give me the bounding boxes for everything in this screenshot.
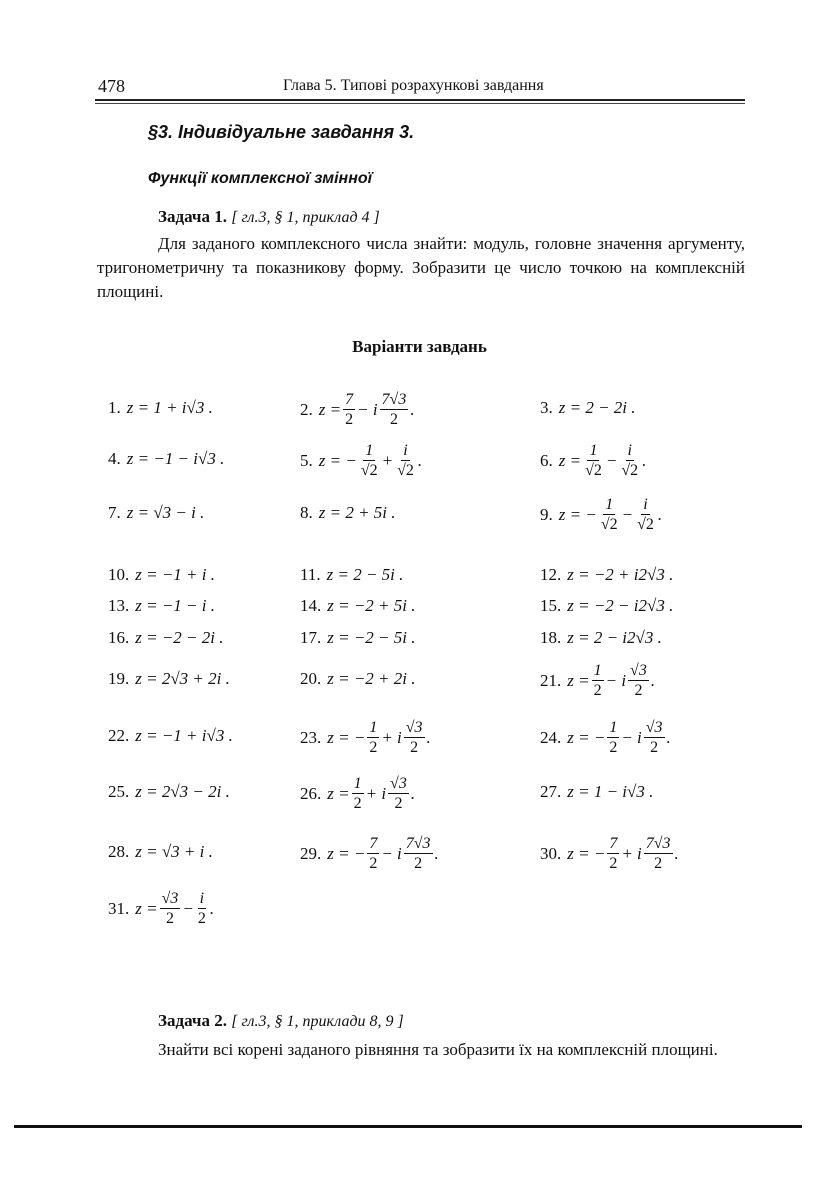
fraction-denominator: 2 — [345, 411, 354, 428]
formula-text: − — [605, 450, 618, 470]
fraction — [395, 441, 416, 480]
fraction — [644, 834, 673, 873]
fraction — [628, 661, 649, 700]
fraction — [380, 390, 409, 429]
fraction-numerator: 7 — [345, 391, 354, 408]
formula-text: z = — [327, 783, 350, 803]
formula-text: z = −1 + i . — [135, 565, 216, 584]
fraction-denominator: 2 — [394, 795, 403, 812]
fraction-denominator: 2 — [369, 855, 378, 872]
fraction-denominator: 2 — [609, 739, 618, 756]
fraction-denominator: 2 — [353, 795, 362, 812]
variant-item — [540, 596, 673, 616]
variant-number: 6. — [540, 450, 553, 470]
formula-text: z = 1 − i√3 . — [567, 782, 654, 801]
variant-number: 9. — [540, 504, 553, 524]
formula-text: z = −1 − i . — [135, 596, 216, 615]
formula-text: z = − — [558, 504, 597, 524]
variant-number: 28. — [108, 842, 130, 861]
formula-text: . — [642, 450, 647, 470]
page-number: 478 — [98, 76, 125, 96]
variant-item — [540, 398, 636, 418]
variant-number: 26. — [300, 783, 322, 803]
formula-text: . — [426, 727, 431, 747]
formula-text: z = — [558, 450, 582, 470]
variant-item — [300, 774, 415, 813]
variant-number: 13. — [108, 596, 130, 615]
fraction-denominator: 2 — [389, 411, 398, 428]
formula-text: z = 2√3 − 2i . — [135, 782, 230, 801]
variant-item — [540, 441, 646, 480]
section-title: §3. Індивідуальне завдання 3. — [148, 122, 415, 142]
fraction-numerator: √3 — [630, 662, 647, 679]
formula-text: . — [674, 843, 679, 863]
formula-text: z = −1 − i√3 . — [126, 449, 225, 468]
formula-text: z = √3 + i . — [135, 842, 213, 861]
subsection-title: Функції комплексної змінної — [148, 170, 373, 187]
variant-item — [540, 834, 679, 873]
fraction — [160, 889, 181, 928]
fraction-denominator: 2 — [609, 855, 618, 872]
formula-text: . — [410, 399, 415, 419]
fraction — [367, 834, 379, 873]
formula-text: − i — [381, 843, 402, 863]
formula-text: − — [621, 504, 634, 524]
variant-number: 18. — [540, 628, 562, 647]
variant-number: 11. — [300, 565, 321, 584]
fraction — [607, 834, 619, 873]
variants-title: Варіанти завдань — [352, 337, 487, 356]
fraction-numerator: 1 — [365, 442, 374, 459]
fraction — [388, 774, 409, 813]
variant-item — [300, 390, 415, 429]
fraction-denominator: √2 — [397, 462, 414, 479]
fraction — [343, 390, 355, 429]
task2-reference: [ гл.3, § 1, приклади 8, 9 ] — [231, 1013, 404, 1030]
variant-number: 20. — [300, 669, 322, 688]
formula-text: z = − — [567, 727, 606, 747]
variant-number: 2. — [300, 399, 313, 419]
formula-text: z = 2 + 5i . — [318, 503, 396, 522]
footer-rule — [14, 1125, 802, 1128]
fraction — [635, 495, 656, 534]
variant-number: 29. — [300, 843, 322, 863]
formula-text: + — [381, 450, 394, 470]
fraction-numerator: i — [403, 442, 408, 459]
fraction — [404, 718, 425, 757]
formula-text: z = − — [327, 727, 366, 747]
fraction — [599, 495, 620, 534]
variant-item — [108, 596, 215, 616]
fraction-denominator: 2 — [414, 855, 423, 872]
variant-item — [540, 718, 671, 757]
variant-number: 10. — [108, 565, 130, 584]
task1-reference: [ гл.3, § 1, приклад 4 ] — [231, 209, 380, 226]
variant-item — [540, 495, 662, 534]
variant-number: 19. — [108, 669, 130, 688]
formula-text: . — [434, 843, 439, 863]
fraction-numerator: √3 — [390, 775, 407, 792]
formula-text: z = 1 + i√3 . — [126, 398, 213, 417]
fraction-numerator: 1 — [605, 496, 614, 513]
formula-text: − i — [621, 727, 642, 747]
formula-text: z = − — [567, 843, 606, 863]
fraction-numerator: 7√3 — [381, 391, 407, 408]
variant-item — [108, 842, 213, 862]
formula-text: z = — [567, 670, 590, 690]
formula-text: z = √3 − i . — [126, 503, 205, 522]
formula-text: + i — [365, 783, 387, 803]
task1-heading — [158, 207, 380, 227]
fraction — [367, 718, 379, 757]
variant-number: 25. — [108, 782, 130, 801]
formula-text: . — [666, 727, 671, 747]
fraction-numerator: √3 — [161, 890, 179, 907]
variant-item — [108, 503, 204, 523]
fraction-numerator: 7 — [369, 835, 378, 852]
variant-number: 5. — [300, 450, 313, 470]
variant-item — [108, 398, 213, 418]
variant-item — [108, 726, 233, 746]
fraction-numerator: 1 — [593, 662, 602, 679]
formula-text: z = 2 − i2√3 . — [567, 628, 662, 647]
variant-item — [108, 669, 230, 689]
formula-text: z = 2 − 5i . — [326, 565, 404, 584]
fraction — [196, 889, 208, 928]
fraction-denominator: 2 — [650, 739, 659, 756]
variant-number: 21. — [540, 670, 562, 690]
variant-item — [300, 718, 431, 757]
fraction-numerator: 1 — [589, 442, 598, 459]
variant-item — [540, 782, 653, 802]
task2-heading — [158, 1011, 404, 1031]
task2-text: Знайти всі корені заданого рівняння та зобразити їх на комплексній площині. — [158, 1040, 718, 1059]
formula-text: + i — [381, 727, 402, 747]
formula-text: z = − — [327, 843, 366, 863]
task1-text: Для заданого комплексного числа знайти: модуль, головне значення аргументу, тригонометричну та показникову форму. Зобразити це число точкою на комплексній площині. — [97, 234, 745, 301]
variant-item — [108, 782, 230, 802]
variant-item — [540, 628, 662, 648]
running-title: Глава 5. Типові розрахункові завдання — [283, 77, 544, 94]
variant-number: 23. — [300, 727, 322, 747]
fraction — [619, 441, 640, 480]
variant-item — [300, 628, 416, 648]
formula-text: . — [209, 898, 215, 918]
formula-text: . — [417, 450, 423, 470]
fraction — [592, 661, 604, 700]
fraction-numerator: 7 — [609, 835, 618, 852]
formula-text: z = −2 + i2√3 . — [567, 565, 674, 584]
fraction-numerator: i — [643, 496, 648, 513]
variant-number: 1. — [108, 398, 121, 417]
variant-item — [300, 834, 439, 873]
fraction-denominator: 2 — [369, 739, 378, 756]
formula-text: . — [410, 783, 416, 803]
task1-label: Задача 1. — [158, 207, 227, 226]
formula-text: z = −2 + 2i . — [327, 669, 416, 688]
variant-number: 15. — [540, 596, 562, 615]
variant-item — [300, 565, 403, 585]
formula-text: − — [182, 898, 194, 918]
variant-item — [108, 889, 214, 928]
variant-number: 8. — [300, 503, 313, 522]
variant-item — [300, 441, 422, 480]
variant-number: 4. — [108, 449, 121, 468]
formula-text: z = −1 + i√3 . — [135, 726, 233, 745]
variant-number: 27. — [540, 782, 562, 801]
variant-item — [108, 565, 215, 585]
fraction-denominator: √2 — [360, 462, 378, 479]
formula-text: z = −2 − 5i . — [327, 628, 416, 647]
formula-text: z = 2√3 + 2i . — [135, 669, 230, 688]
fraction-denominator: 2 — [654, 855, 663, 872]
variant-item — [300, 503, 396, 523]
formula-text: z = 2 − 2i . — [558, 398, 636, 417]
fraction-numerator: 1 — [369, 719, 378, 736]
header-rule — [95, 99, 745, 101]
variant-number: 16. — [108, 628, 130, 647]
variant-number: 12. — [540, 565, 562, 584]
formula-text: − i — [605, 670, 627, 690]
variant-item — [108, 628, 224, 648]
variant-item — [540, 661, 655, 700]
fraction-numerator: √3 — [645, 719, 663, 736]
variant-number: 7. — [108, 503, 121, 522]
fraction — [352, 774, 364, 813]
fraction-numerator: i — [627, 442, 632, 459]
formula-text: z = — [318, 399, 342, 419]
variant-number: 14. — [300, 596, 322, 615]
task2-label: Задача 2. — [158, 1011, 227, 1030]
fraction-numerator: 7√3 — [405, 835, 431, 852]
fraction — [359, 441, 380, 480]
variant-item — [540, 565, 673, 585]
variant-item — [300, 669, 416, 689]
fraction — [583, 441, 604, 480]
header-rule-thin — [95, 103, 745, 104]
variant-number: 30. — [540, 843, 562, 863]
variant-number: 24. — [540, 727, 562, 747]
fraction-denominator: 2 — [410, 739, 419, 756]
fraction-denominator: 2 — [634, 682, 643, 699]
variant-item — [300, 596, 416, 616]
formula-text: . — [650, 670, 656, 690]
fraction-denominator: 2 — [197, 910, 206, 927]
formula-text: z = −2 − 2i . — [135, 628, 224, 647]
formula-text: − i — [357, 399, 378, 419]
fraction-numerator: 1 — [353, 775, 362, 792]
variant-number: 17. — [300, 628, 322, 647]
fraction-denominator: √2 — [637, 516, 654, 533]
fraction — [404, 834, 433, 873]
variant-number: 3. — [540, 398, 553, 417]
formula-text: + i — [621, 843, 642, 863]
formula-text: z = − — [318, 450, 357, 470]
variant-item — [108, 449, 224, 469]
fraction-denominator: 2 — [165, 910, 174, 927]
fraction-denominator: 2 — [593, 682, 602, 699]
formula-text: . — [657, 504, 663, 524]
variant-number: 22. — [108, 726, 130, 745]
fraction-denominator: √2 — [600, 516, 618, 533]
fraction-denominator: √2 — [585, 462, 602, 479]
fraction — [607, 718, 619, 757]
formula-text: z = — [135, 898, 158, 918]
fraction-numerator: i — [199, 890, 205, 907]
fraction-numerator: 1 — [609, 719, 618, 736]
formula-text: z = −2 + 5i . — [327, 596, 416, 615]
formula-text: z = −2 − i2√3 . — [567, 596, 674, 615]
fraction-numerator: 7√3 — [645, 835, 671, 852]
fraction — [644, 718, 665, 757]
fraction-denominator: √2 — [621, 462, 639, 479]
variant-number: 31. — [108, 898, 130, 918]
fraction-numerator: √3 — [405, 719, 423, 736]
